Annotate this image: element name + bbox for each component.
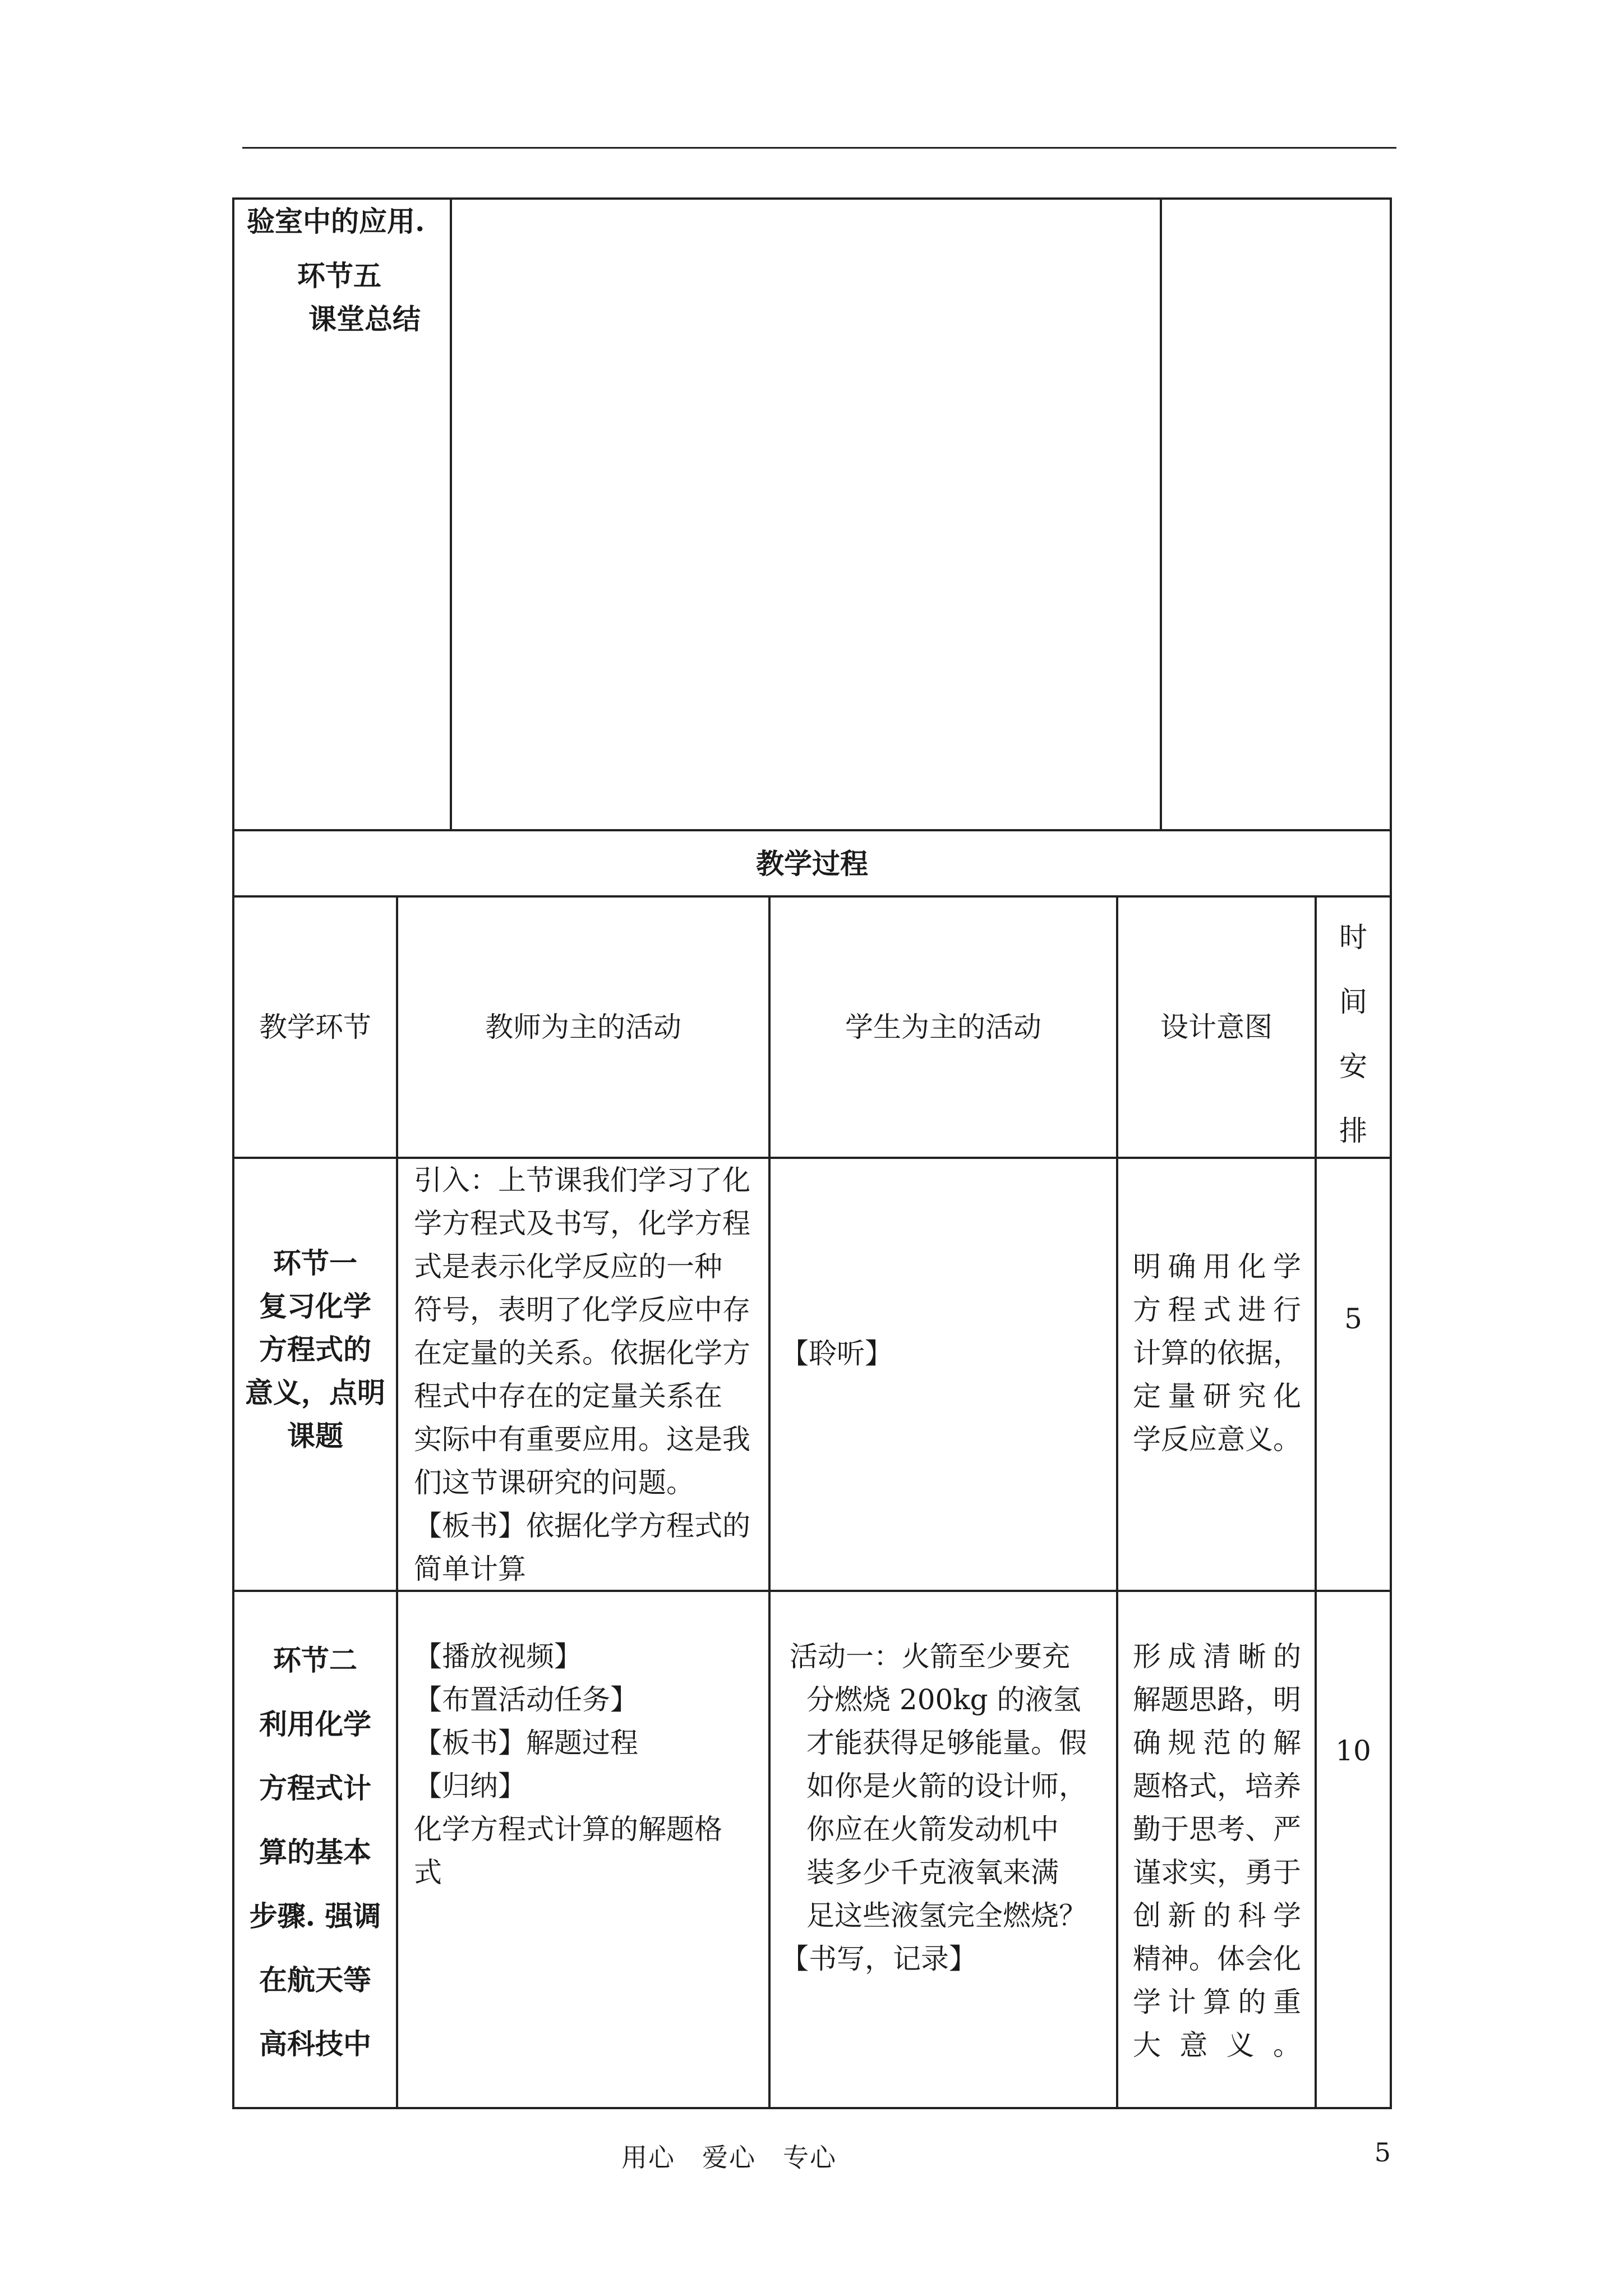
row1-teacher-line: 简单计算 — [414, 1553, 526, 1585]
row2-student-line: 【书写，记录】 — [781, 1943, 977, 1975]
top-cell-stage — [247, 200, 449, 341]
row1-intent-line: 方程式进行 — [1133, 1294, 1301, 1326]
header-rule — [242, 147, 1396, 149]
row1-teacher-line: 程式中存在的定量关系在 — [414, 1380, 722, 1412]
row2-stage-line: 步骤. 强调 — [249, 1899, 381, 1932]
top-col-divider-2 — [1160, 197, 1162, 830]
row2-intent-line: 谨求实，勇于 — [1133, 1856, 1301, 1889]
row2-stage-line: 在航天等 — [259, 1963, 371, 1996]
row1-stage-line: 意义，点明 — [245, 1376, 385, 1409]
row2-teacher-line: 【归纳】 — [414, 1770, 526, 1802]
header-row-bottom-border — [232, 1157, 1392, 1159]
row1-intent-line: 定量研究化 — [1133, 1380, 1301, 1412]
row1-teacher-line: 【板书】依据化学方程式的 — [414, 1510, 750, 1542]
top-stage-line-1: 验室中的应用. — [247, 205, 425, 238]
table-bottom-border — [232, 2107, 1392, 2109]
row1-teacher-line: 在定量的关系。依据化学方 — [414, 1337, 750, 1369]
row2-teacher-line: 【布置活动任务】 — [414, 1683, 638, 1716]
header-time-char-3: 安 — [1339, 1050, 1367, 1083]
row1-teacher-line: 们这节课研究的问题。 — [414, 1466, 694, 1499]
header-intent: 设计意图 — [1160, 1010, 1272, 1043]
row1-teacher — [414, 1159, 762, 1591]
row1-stage — [234, 1241, 396, 1457]
row1-stage-line: 方程式的 — [259, 1333, 371, 1366]
row2-intent-line: 精神。体会化 — [1133, 1943, 1301, 1975]
row2-teacher-line: 式 — [414, 1856, 442, 1889]
header-time-char-4: 排 — [1339, 1115, 1367, 1147]
row1-teacher-line: 符号，表明了化学反应中存 — [414, 1294, 750, 1326]
row2-intent-line: 形成清晰的 — [1133, 1640, 1301, 1673]
row2-student-line: 装多少千克液氧来满 — [806, 1856, 1059, 1889]
row2-stage-line: 方程式计 — [259, 1772, 371, 1805]
row1-stage-line: 复习化学 — [259, 1290, 371, 1323]
row2-stage-line: 环节二 — [273, 1644, 357, 1677]
row1-intent-line: 明确用化学 — [1133, 1250, 1301, 1283]
row1-teacher-line: 引入：上节课我们学习了化 — [414, 1164, 750, 1197]
top-stage-line-3: 课堂总结 — [308, 302, 421, 335]
row1-stage-line: 环节一 — [273, 1246, 357, 1280]
header-time-char-1: 时 — [1339, 921, 1367, 954]
row2-time: 10 — [1335, 1734, 1371, 1767]
row2-intent-line: 大意义。 — [1133, 2029, 1301, 2062]
header-teacher: 教师为主的活动 — [485, 1010, 681, 1043]
header-student: 学生为主的活动 — [845, 1010, 1041, 1043]
row1-teacher-line: 学方程式及书写，化学方程 — [414, 1207, 750, 1240]
top-col-divider-1 — [450, 197, 452, 830]
row2-student-line: 足这些液氢完全燃烧？ — [806, 1899, 1087, 1932]
row2-student-line: 你应在火箭发动机中 — [806, 1813, 1059, 1846]
top-stage-line-2: 环节五 — [297, 259, 381, 292]
row1-bottom-border — [232, 1590, 1392, 1592]
row2-student-line: 如你是火箭的设计师， — [806, 1770, 1087, 1802]
row2-intent-line: 创新的科学 — [1133, 1899, 1301, 1932]
row2-teacher-line: 化学方程式计算的解题格 — [414, 1813, 722, 1846]
row1-teacher-line: 实际中有重要应用。这是我 — [414, 1423, 750, 1456]
row2-intent-line: 学计算的重 — [1133, 1986, 1301, 2018]
row2-teacher-line: 【板书】解题过程 — [414, 1727, 638, 1759]
row2-intent-line: 解题思路，明 — [1133, 1683, 1301, 1716]
row1-student-line: 【聆听】 — [781, 1337, 893, 1370]
row2-student-line: 分燃烧 200kg 的液氢 — [806, 1683, 1081, 1716]
row1-intent — [1133, 1245, 1301, 1461]
row2-intent-line: 题格式，培养 — [1133, 1770, 1301, 1802]
row2-stage-line: 算的基本 — [259, 1835, 371, 1869]
row2-teacher-line: 【播放视频】 — [414, 1640, 582, 1673]
row2-student-line: 活动一：火箭至少要充 — [790, 1640, 1070, 1673]
header-time — [1317, 905, 1390, 1163]
row1-intent-line: 计算的依据， — [1133, 1337, 1301, 1369]
row2-student — [781, 1635, 1109, 1981]
table-title: 教学过程 — [756, 846, 868, 880]
row2-stage — [234, 1628, 396, 2076]
row2-intent-line: 确规范的解 — [1133, 1727, 1301, 1759]
row2-teacher — [414, 1635, 762, 1894]
header-stage: 教学环节 — [259, 1010, 371, 1043]
row1-time: 5 — [1344, 1303, 1362, 1335]
page-number: 5 — [1374, 2137, 1391, 2168]
row2-stage-line: 高科技中 — [259, 2027, 371, 2060]
table-border-right — [1390, 197, 1392, 2109]
row1-intent-line: 学反应意义。 — [1133, 1423, 1301, 1456]
row2-intent — [1133, 1635, 1301, 2067]
row1-stage-line: 课题 — [287, 1419, 343, 1452]
row1-student — [781, 1332, 1112, 1375]
row2-student-line: 才能获得足够能量。假 — [806, 1727, 1087, 1759]
row2-stage-line: 利用化学 — [259, 1708, 371, 1741]
row1-teacher-line: 式是表示化学反应的一种 — [414, 1250, 722, 1283]
footer-motto: 用心 爱心 专心 — [621, 2142, 837, 2173]
header-time-char-2: 间 — [1339, 986, 1367, 1018]
row2-intent-line: 勤于思考、严 — [1133, 1813, 1301, 1846]
